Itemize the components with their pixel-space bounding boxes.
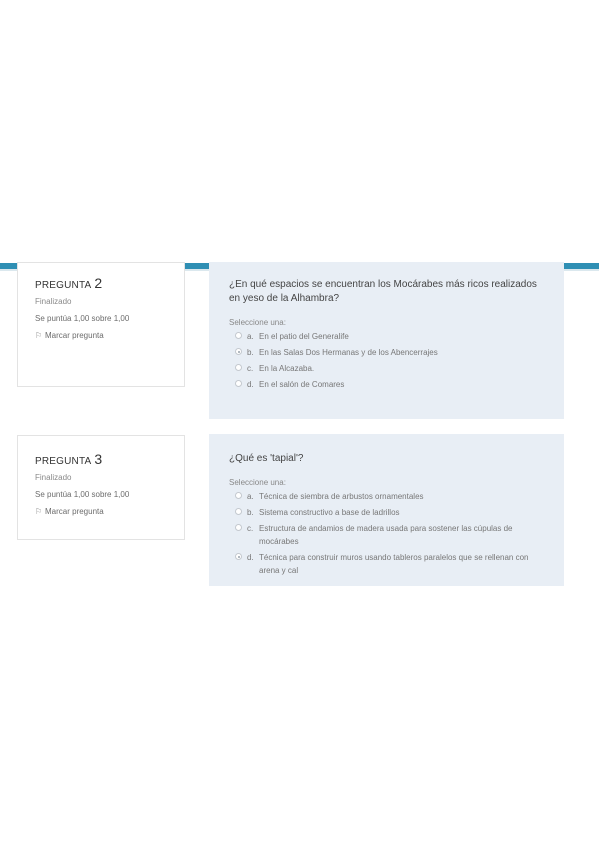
answer-option-c[interactable]: c. En la Alcazaba. — [229, 362, 544, 375]
question-3-content — [209, 434, 564, 586]
question-label: PREGUNTA 3 — [35, 451, 103, 467]
answer-option-a[interactable]: a. Técnica de siembra de arbustos ornamentales — [229, 490, 544, 503]
question-number: 2 — [94, 275, 103, 291]
question-number: 3 — [94, 451, 103, 467]
question-state: Finalizado — [35, 297, 72, 306]
answer-option-c[interactable]: c. Estructura de andamios de madera usada para sostener las cúpulas de mocárabes — [229, 522, 544, 548]
radio-button[interactable] — [235, 508, 242, 515]
question-3-info — [17, 435, 185, 540]
flag-question-label: Marcar pregunta — [45, 331, 104, 340]
question-text: ¿Qué es 'tapial'? — [229, 453, 304, 464]
radio-button[interactable] — [235, 332, 242, 339]
question-grade: Se puntúa 1,00 sobre 1,00 — [35, 314, 130, 323]
question-2-content — [209, 262, 564, 419]
radio-button[interactable] — [235, 524, 242, 531]
answer-list — [229, 330, 544, 391]
answer-option-d[interactable]: d. En el salón de Comares — [229, 378, 544, 391]
answer-option-b[interactable]: b. En las Salas Dos Hermanas y de los Abencerrajes — [229, 346, 544, 359]
question-text: ¿En qué espacios se encuentran los Mocárabes más ricos realizados en yeso de la Alhambra? — [229, 279, 537, 304]
answer-list — [229, 490, 544, 577]
radio-button[interactable] — [235, 380, 242, 387]
question-grade: Se puntúa 1,00 sobre 1,00 — [35, 490, 130, 499]
radio-button[interactable] — [235, 364, 242, 371]
answer-prompt: Seleccione una: — [229, 478, 286, 487]
answer-option-b[interactable]: b. Sistema constructivo a base de ladrillos — [229, 506, 544, 519]
answer-prompt: Seleccione una: — [229, 318, 286, 327]
question-2-info — [17, 262, 185, 387]
radio-button-selected[interactable] — [235, 553, 242, 560]
answer-option-d[interactable]: d. Técnica para construir muros usando tableros paralelos que se rellenan con arena y cal — [229, 551, 544, 577]
flag-question-link[interactable] — [35, 507, 184, 516]
flag-question-link[interactable] — [35, 331, 184, 340]
question-label: PREGUNTA 2 — [35, 275, 103, 291]
question-state: Finalizado — [35, 473, 72, 482]
flag-question-label: Marcar pregunta — [45, 507, 104, 516]
flag-icon: ⚐ — [35, 507, 43, 516]
answer-option-a[interactable]: a. En el patio del Generalife — [229, 330, 544, 343]
radio-button[interactable] — [235, 492, 242, 499]
flag-icon: ⚐ — [35, 331, 43, 340]
radio-button-selected[interactable] — [235, 348, 242, 355]
